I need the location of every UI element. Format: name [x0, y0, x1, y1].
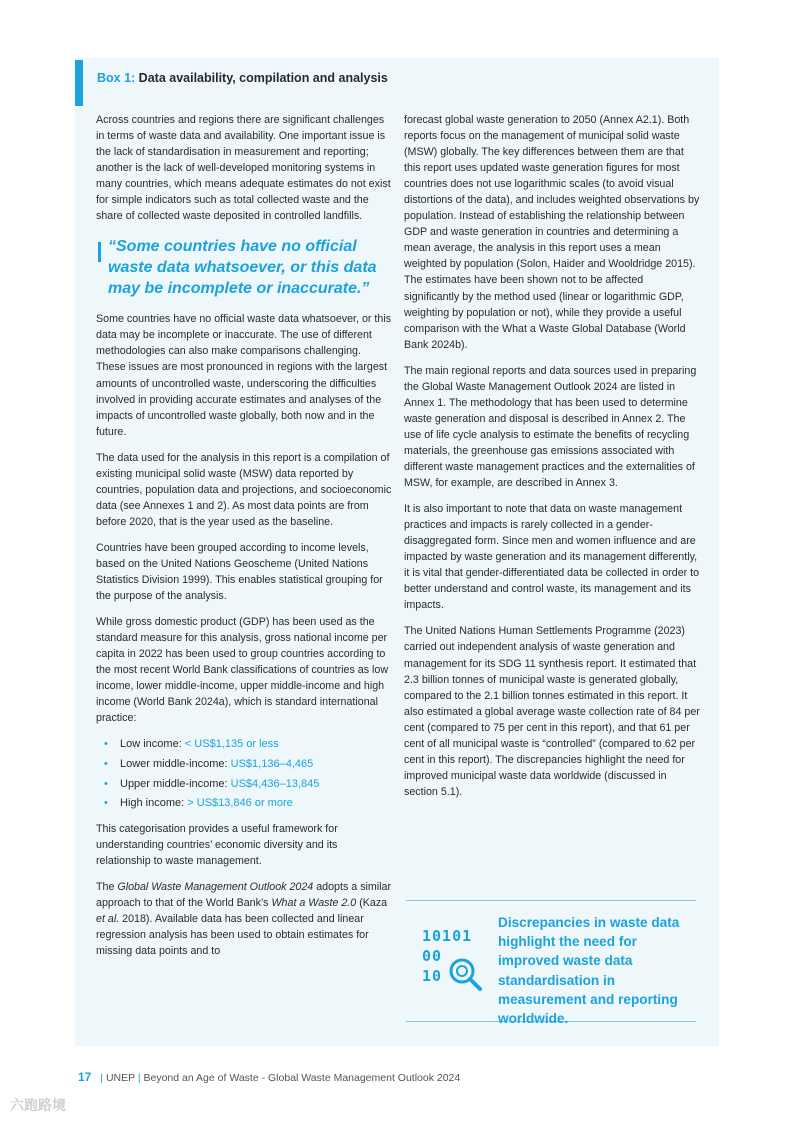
- income-label: Low income:: [120, 738, 185, 751]
- left-paragraph-2: Some countries have no official waste data whatsoever, or this data may be incomplete or inaccurate. The use of different methodologies can also make comparisons challenging. These issues are most pronounced in regions with the largest amounts of uncontrolled waste, underscoring the difficulties involved in providing accurate estimates and analyses of the impacts of uncontrolled waste globally, both now and in the future.: [96, 313, 392, 438]
- income-label: High income:: [120, 797, 188, 810]
- left-paragraph-6: This categorisation provides a useful framework for understanding countries’ economic diversity and its relationship to waste management.: [96, 823, 338, 868]
- right-paragraph-4: The United Nations Human Settlements Programme (2023) carried out independent analysis of waste generation and management for its SDG 11 synthesis report. It estimated that 2.3 billion tonnes of municipal waste is generated globally, compared to the 2.1 billion tonnes estimated in this report. It also estimated a global average waste collection rate of 84 per cent (compared to 75 per cent in this report), and that 61 per cent of all municipal waste is “controlled” (compared to 62 per cent in this report). The discrepancies highlight the need for improved municipal waste data worldwide (discussed in section 5.1).: [404, 625, 700, 798]
- box-title-text: Data availability, compilation and analysis: [135, 71, 388, 85]
- income-value: < US$1,135 or less: [184, 738, 279, 751]
- page-footer: [78, 1070, 460, 1084]
- income-item-lower-middle: [104, 756, 392, 772]
- pull-quote-text: “Some countries have no official waste data whatsoever, or this data may be incomplete or inaccurate.”: [108, 238, 377, 298]
- footer-title: Beyond an Age of Waste - Global Waste Management Outlook 2024: [143, 1072, 461, 1084]
- pull-quote: [96, 236, 392, 299]
- income-label: Lower middle-income:: [120, 758, 231, 770]
- income-item-high: [104, 795, 392, 811]
- right-paragraph-3: It is also important to note that data on waste management practices and impacts is rarely collected in a gender-disaggregated form. Since men and women influence and are impacted by waste generation and its management differently, it is vital that gender-differentiated data be collected in order to better understand and control waste, its management and its impacts.: [404, 503, 700, 612]
- income-item-upper-middle: [104, 776, 392, 792]
- highlight-callout: [406, 900, 696, 1027]
- income-value: US$4,436–13,845: [230, 777, 320, 790]
- income-list: [96, 736, 392, 811]
- binary-magnifier-icon: [420, 927, 484, 993]
- left-paragraph-3: The data used for the analysis in this report is a compilation of existing municipal solid waste (MSW) data reported by countries, population data and projections, and socioeconomic data (see Annexes 1 and 2). As most data points are from before 2020, that is the year used as the baseline.: [96, 451, 392, 528]
- box-label: Box 1:: [97, 71, 136, 85]
- income-value: > US$13,846 or more: [187, 797, 293, 810]
- footer-org: UNEP: [105, 1072, 135, 1084]
- bullet-icon: •: [104, 777, 108, 790]
- reference-title-italic: What a Waste 2.0: [271, 897, 357, 910]
- left-paragraph-1: Across countries and regions there are significant challenges in terms of waste data and availability. One important issue is the lack of standardisation in measurement and reporting; another is the lack of well-developed monitoring systems in many countries, which means adequate estimates do not exist for simple indicators such as total collected waste and the share of collected waste deposited in controlled landfills.: [96, 114, 391, 223]
- footer-separator: |: [100, 1072, 104, 1084]
- bullet-icon: •: [104, 758, 108, 770]
- text-run: (Kaza: [356, 897, 388, 910]
- left-paragraph-4: Countries have been grouped according to income levels, based on the United Nations Geoscheme (United Nations Statistics Division 1999). This enables statistical grouping for the purpose of the analysis.: [96, 541, 383, 603]
- binary-digits-row-1: 10101: [422, 927, 473, 945]
- text-run: adopts a similar approach to that of the World Bank’s: [96, 881, 392, 910]
- et-al-italic: et al.: [96, 913, 120, 926]
- box-accent-bar: [75, 60, 83, 106]
- magnifier-handle: [470, 979, 480, 989]
- page-number: 17: [78, 1070, 92, 1084]
- pull-quote-bar: [98, 242, 101, 262]
- binary-digits-row-3: 10: [422, 967, 443, 985]
- footer-separator: |: [137, 1072, 141, 1084]
- left-paragraph-5: While gross domestic product (GDP) has been used as the standard measure for this analysis, gross national income per capita in 2022 has been used to group countries according to the most recent World Bank classifications of countries as low income, lower middle-income, upper middle-income and high income (World Bank 2024a), which is standard international practice:: [96, 616, 389, 725]
- bullet-icon: •: [104, 738, 108, 751]
- left-column: [96, 112, 392, 970]
- right-paragraph-1: forecast global waste generation to 2050 (Annex A2.1). Both reports focus on the management of municipal solid waste (MSW) globally. The key differences between them are that this report uses updated waste generation figures for most countries does not use logarithmic scales (to avoid visual distortions of the data), and includes weighted observations by population. Instead of establishing the relationship between GDP and waste generation in countries and determining a mean average, the analysis in this report uses a mean weighted by population (Solon, Haider and Wooldridge 2015). The estimates have been shown not to be affected significantly by the method used (linear or logarithmic GDP, weighting by population or not), while they provide a useful comparison with the What a Waste Global Database (World Bank 2024b).: [404, 114, 700, 351]
- bullet-icon: •: [104, 797, 108, 810]
- income-value: US$1,136–4,465: [230, 758, 314, 770]
- watermark: 六跑路境: [10, 1097, 66, 1113]
- right-column: [404, 112, 700, 810]
- right-paragraph-2: The main regional reports and data sources used in preparing the Global Waste Management Outlook 2024 are listed in Annex 1. The methodology that has been used to determine waste generation and disposal is described in Annex 2. The use of life cycle analysis to estimate the benefits of recycling materials, the greenhouse gas emissions associated with different waste management practices and the externalities of MSW, for example, are described in Annex 3.: [404, 364, 697, 490]
- text-run: 2018). Available data has been collected and linear regression analysis has been used to obtain estimates for missing data points and to: [96, 913, 369, 958]
- report-title-italic: Global Waste Management Outlook 2024: [117, 881, 314, 894]
- magnifier-inner: [457, 966, 467, 976]
- highlight-text: Discrepancies in waste data highlight the need for improved waste data standardisation in measurement and reporting worldwide.: [498, 915, 680, 1027]
- box-title: [97, 71, 388, 85]
- text-run: The: [96, 881, 118, 894]
- left-paragraph-7: [96, 879, 392, 959]
- binary-digits-row-2: 00: [422, 947, 443, 965]
- income-label: Upper middle-income:: [120, 777, 231, 790]
- income-item-low: [104, 736, 392, 752]
